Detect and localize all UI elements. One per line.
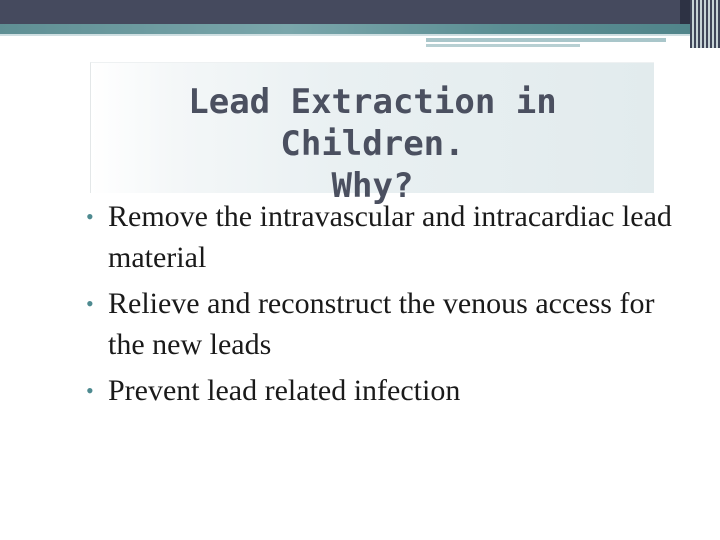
bullet-text: Relieve and reconstruct the venous access for the new leads bbox=[108, 287, 655, 361]
slide-title-line-2: Why? bbox=[331, 166, 414, 206]
bullet-icon: • bbox=[86, 204, 94, 229]
bullet-text: Remove the intravascular and intracardiac lead material bbox=[108, 200, 672, 274]
bullet-icon: • bbox=[86, 378, 94, 403]
slide-title bbox=[91, 81, 654, 207]
header-teal-bar bbox=[0, 24, 720, 34]
bullet-text: Prevent lead related infection bbox=[108, 374, 461, 407]
header-light-line bbox=[0, 34, 720, 36]
header-accent-bar bbox=[426, 38, 666, 42]
bullet-list bbox=[86, 196, 686, 416]
title-box bbox=[90, 62, 654, 206]
header-accent-bar-short bbox=[426, 44, 580, 47]
bullet-icon: • bbox=[86, 291, 94, 316]
bullet-item bbox=[86, 196, 686, 278]
bullet-item bbox=[86, 370, 686, 411]
slide-title-line-1: Lead Extraction in Children. bbox=[188, 82, 557, 164]
corner-stripes bbox=[690, 0, 720, 48]
header-dark-bar bbox=[0, 0, 720, 24]
corner-dark-block bbox=[680, 0, 690, 24]
bullet-item bbox=[86, 283, 686, 365]
